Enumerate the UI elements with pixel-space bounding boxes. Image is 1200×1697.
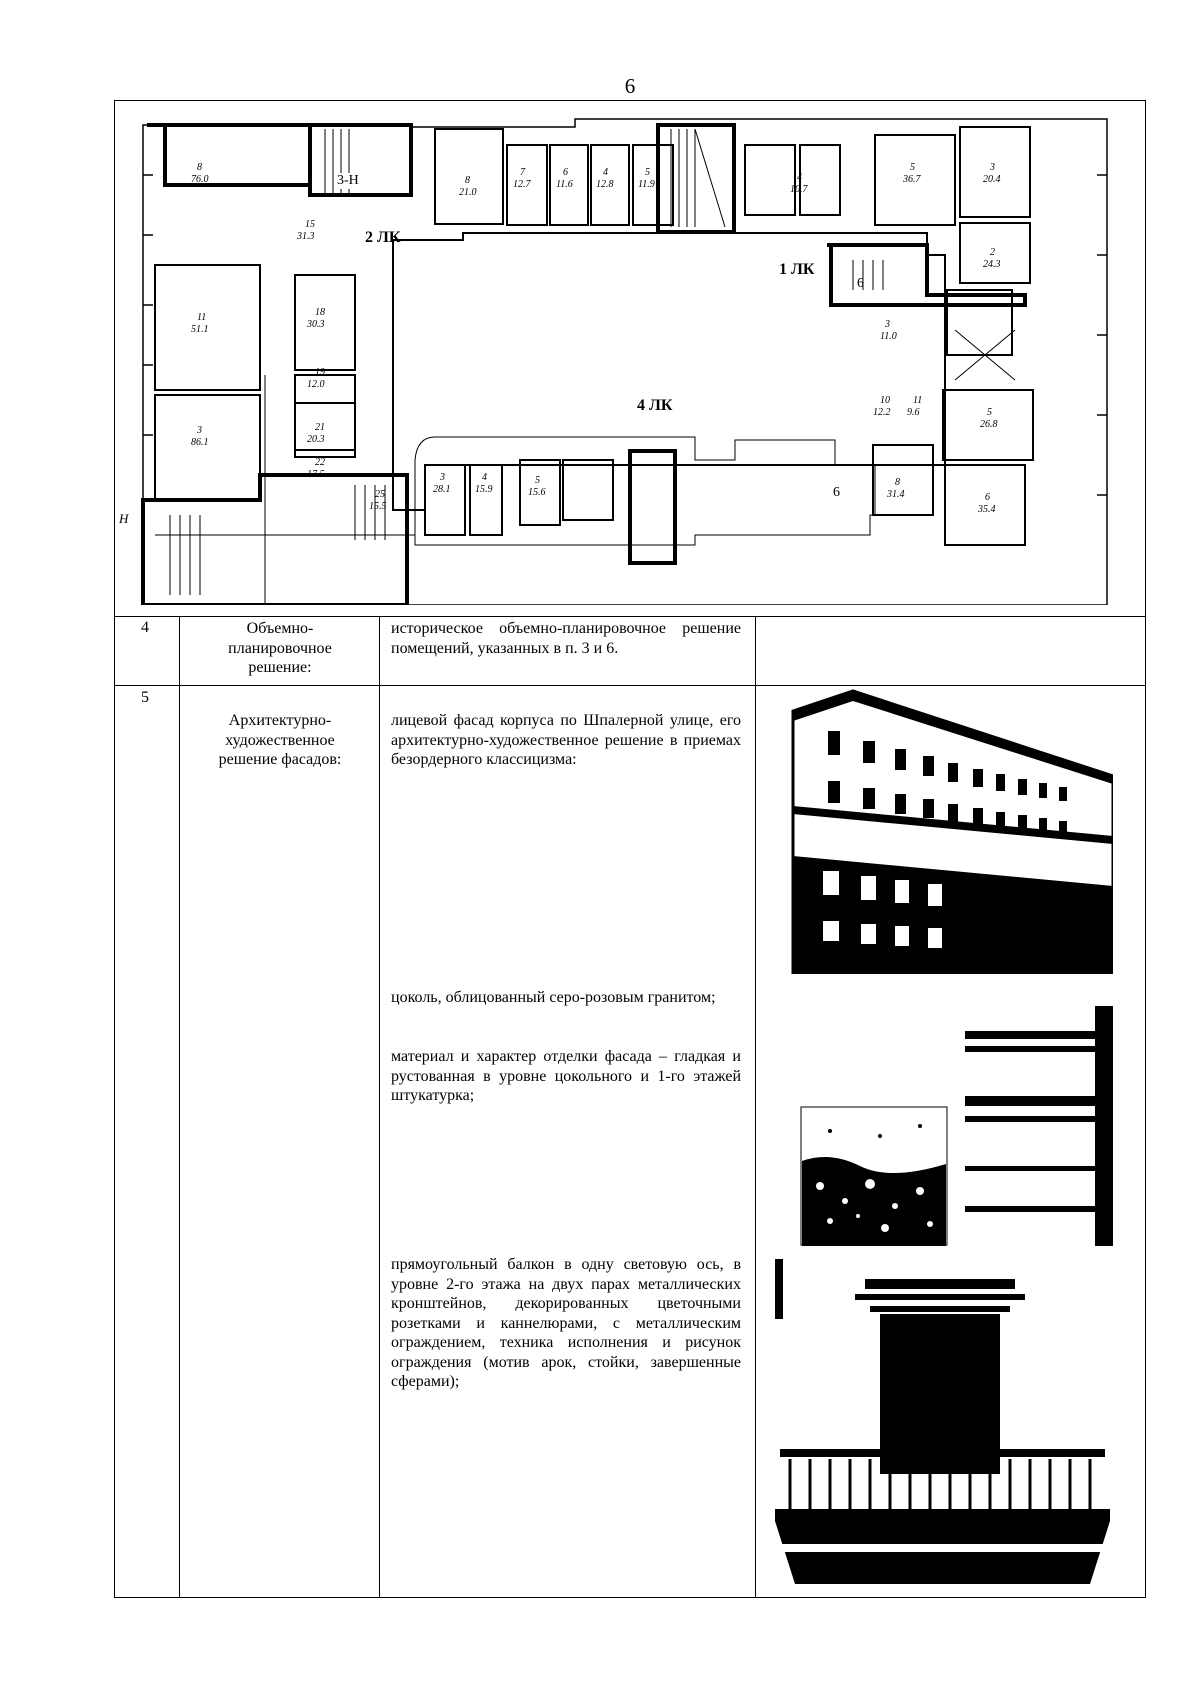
stair-label-3n: 3-Н (337, 173, 359, 188)
room-label: 21 (315, 422, 325, 433)
room-label: 10 (880, 395, 890, 406)
row-description: материал и характер отделки фасада – гладкая и рустованная в уровне цокольного и 1-го этажей штукатурка; (391, 1048, 741, 1104)
room-area: 20.4 (983, 174, 1001, 185)
room-area: 86.1 (191, 437, 209, 448)
room-area: 12.0 (307, 379, 325, 390)
room-area: 26.8 (980, 419, 998, 430)
stair-label-4lk: 4 ЛК (637, 397, 673, 414)
room-area: 12.8 (596, 179, 614, 190)
room-label: 19 (315, 367, 325, 378)
room-area: 10.7 (790, 184, 808, 195)
stucco-profile-photo (955, 1006, 1125, 1246)
room-area: 76.0 (191, 174, 209, 185)
room-label: 22 (315, 457, 325, 468)
column-divider (379, 616, 380, 1597)
page-number: 6 (624, 74, 636, 98)
room-label: 7 (520, 167, 525, 178)
plan-marker-6b: 6 (857, 276, 864, 291)
room-area: 11.6 (556, 179, 573, 190)
plan-marker-6a: 6 (833, 485, 840, 500)
room-area: 31.4 (887, 489, 905, 500)
room-label: 6 (563, 167, 568, 178)
row-heading: Объемно-планировочное решение: (228, 620, 332, 676)
room-label: 3 (197, 425, 202, 436)
stair-label-1lk: 1 ЛК (779, 261, 815, 278)
granite-plinth-photo (800, 1106, 948, 1246)
room-area: 12.7 (513, 179, 531, 190)
document-table (114, 100, 1146, 1598)
room-area: 21.0 (459, 187, 477, 198)
room-area: 28.1 (433, 484, 451, 495)
row-description: историческое объемно-планировочное решение помещений, указанных в п. 3 и 6. (391, 620, 741, 657)
room-area: 31.3 (297, 231, 315, 242)
room-label: 4 (603, 167, 608, 178)
room-label: 11 (913, 395, 923, 406)
room-label: 5 (910, 162, 915, 173)
room-label: 3 (440, 472, 445, 483)
room-label: 15 (305, 219, 315, 230)
row-description: цоколь, облицованный серо-розовым гранитом; (391, 989, 716, 1006)
room-label: 4 (797, 172, 802, 183)
room-label: 3 (990, 162, 995, 173)
stair-label-2lk: 2 ЛК (365, 229, 401, 246)
room-area: 35.4 (978, 504, 996, 515)
room-area: 11.9 (638, 179, 655, 190)
room-label: 5 (535, 475, 540, 486)
floor-plan-cell (115, 101, 1145, 617)
room-label: 4 (482, 472, 487, 483)
room-label: 11 (197, 312, 207, 323)
room-label: 5 (645, 167, 650, 178)
room-label: 8 (465, 175, 470, 186)
column-divider (755, 616, 756, 1597)
row-number: 5 (141, 689, 149, 706)
room-area: 51.1 (191, 324, 209, 335)
room-label: 25 (375, 489, 385, 500)
room-area: 11.0 (880, 331, 897, 342)
room-label: 18 (315, 307, 325, 318)
room-label: 8 (197, 162, 202, 173)
room-label: 5 (987, 407, 992, 418)
room-label: 8 (895, 477, 900, 488)
column-divider (179, 616, 180, 1597)
room-area: 15.9 (475, 484, 493, 495)
room-area: 15.5 (369, 501, 387, 512)
room-area: 36.7 (903, 174, 921, 185)
room-area: 9.6 (907, 407, 920, 418)
balcony-photo (770, 1254, 1115, 1594)
row-description: прямоугольный балкон в одну световую ось, в уровне 2-го этажа на двух парах металлических кронштейнов, декорированных цветочными розетками и каннелюрами, с металлическим ограждением, техника исполнения и рисунок ограждения (мотив арок, стойки, завершенные сферами); (391, 1256, 741, 1390)
room-area: 15.6 (528, 487, 546, 498)
spacer (735, 1006, 736, 1007)
room-label: 2 (990, 247, 995, 258)
row-description: лицевой фасад корпуса по Шпалерной улице, его архитектурно-художественное решение в приемах безордерного классицизма: (391, 712, 741, 768)
room-area: 20.3 (307, 434, 325, 445)
room-area: 30.3 (307, 319, 325, 330)
plan-marker-h: Н (119, 511, 129, 526)
room-area: 12.2 (873, 407, 891, 418)
room-label: 6 (985, 492, 990, 503)
facade-photo (783, 686, 1113, 974)
room-area: 24.3 (983, 259, 1001, 270)
row-heading: Архитектурно-художественное решение фасадов: (218, 712, 342, 768)
room-area: 17.5 (307, 469, 325, 480)
room-label: 3 (885, 319, 890, 330)
floor-plan-drawing (135, 115, 1123, 605)
row-number: 4 (141, 619, 149, 636)
